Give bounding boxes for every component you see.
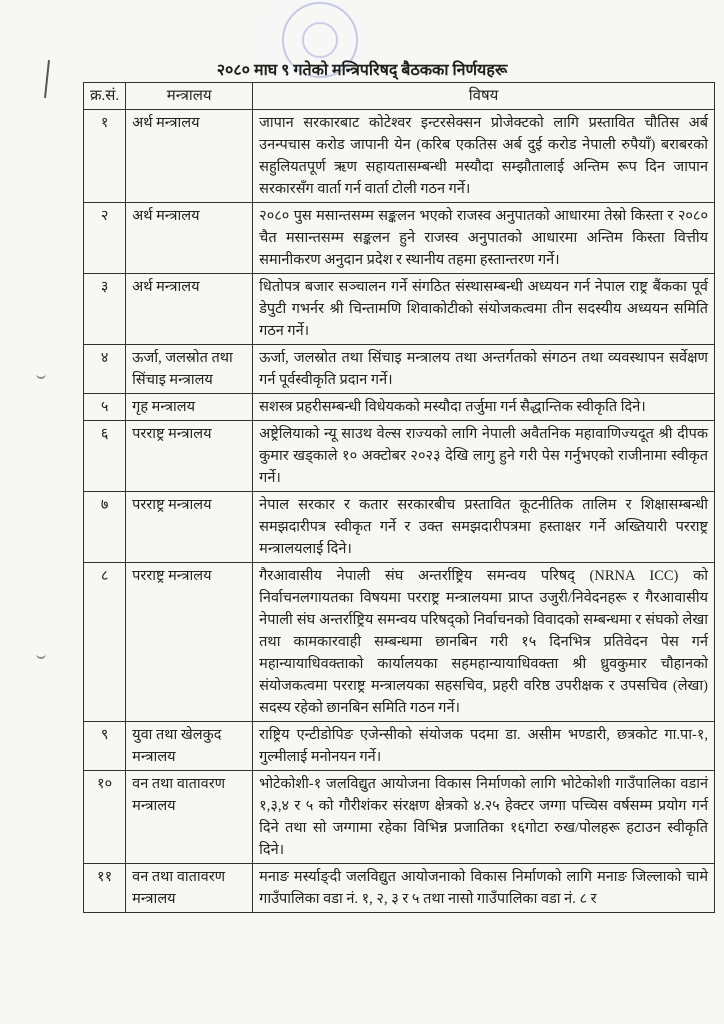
subject-cell: २०८० पुस मसान्तसम्म सङ्कलन भएको राजस्व अनुपातको आधारमा तेस्रो किस्ता र २०८० चैत मसान्तसम्म सङ्कलन हुने राजस्व अनुपातको आधारमा अन्तिम किस्ता वित्तीय समानीकरण अनुदान प्रदेश र स्थानीय तहमा हस्तान्तरण गर्ने। bbox=[253, 203, 715, 274]
punch-hole bbox=[36, 372, 46, 379]
subject-cell: राष्ट्रिय एन्टीडोपिङ एजेन्सीको संयोजक पदमा डा. असीम भण्डारी, छत्रकोट गा.पा-१, गुल्मीलाई मनोनयन गर्ने। bbox=[253, 722, 715, 771]
ministry-cell: अर्थ मन्त्रालय bbox=[126, 110, 253, 203]
subject-cell: नेपाल सरकार र कतार सरकारबीच प्रस्तावित कूटनीतिक तालिम र शिक्षासम्बन्धी समझदारीपत्र स्वीकृत गर्ने र उक्त समझदारीपत्रमा हस्ताक्षर गर्ने अख्तियारी परराष्ट्र मन्त्रालयलाई दिने। bbox=[253, 492, 715, 563]
serial-number: १० bbox=[84, 771, 126, 864]
decisions-table bbox=[83, 82, 715, 913]
serial-number: ९ bbox=[84, 722, 126, 771]
serial-number: १ bbox=[84, 110, 126, 203]
subject-cell: अष्ट्रेलियाको न्यू साउथ वेल्स राज्यको लागि नेपाली अवैतनिक महावाणिज्यदूत श्री दीपक कुमार खड्काले १० अक्टोबर २०२३ देखि लागु हुने गरी पेस गर्नुभएको राजीनामा स्वीकृत गर्ने। bbox=[253, 421, 715, 492]
table-row bbox=[84, 492, 715, 563]
table-row bbox=[84, 394, 715, 421]
serial-number: ३ bbox=[84, 274, 126, 345]
serial-number: ७ bbox=[84, 492, 126, 563]
ministry-cell: परराष्ट्र मन्त्रालय bbox=[126, 421, 253, 492]
table-row bbox=[84, 563, 715, 722]
subject-cell: गैरआवासीय नेपाली संघ अन्तर्राष्ट्रिय समन्वय परिषद् (NRNA ICC) को निर्वाचनलगायतका विषयमा परराष्ट्र मन्त्रालयमा प्राप्त उजुरी/निवेदनहरू र गैरआवासीय नेपाली संघ अन्तर्राष्ट्रिय समन्वय परिषद्को निर्वाचनको विवादको सम्बन्धमा र संघको लेखा तथा कामकारवाही सम्बन्धमा छानबिन गरी १५ दिनभित्र प्रतिवेदन पेस गर्न महान्यायाधिवक्ताको कार्यालयका सहमहान्यायाधिवक्ता श्री ध्रुवकुमार चौहानको संयोजकत्वमा परराष्ट्र मन्त्रालयका सहसचिव, प्रहरी वरिष्ठ उपरीक्षक र उपसचिव (लेखा) सदस्य रहेको छानबिन समिति गठन गर्ने। bbox=[253, 563, 715, 722]
subject-cell: भोटेकोशी-१ जलविद्युत आयोजना विकास निर्माणको लागि भोटेकोशी गाउँपालिका वडानं १,३,४ र ५ को गौरीशंकर संरक्षण क्षेत्रको ४.२५ हेक्टर जग्गा पच्चिस वर्षसम्म प्रयोग गर्न दिने तथा सो जग्गामा रहेका विभिन्न प्रजातिका १६गोटा रुख/पोलहरू हटाउन स्वीकृति दिने। bbox=[253, 771, 715, 864]
ministry-cell: युवा तथा खेलकुद मन्त्रालय bbox=[126, 722, 253, 771]
ministry-cell: वन तथा वातावरण मन्त्रालय bbox=[126, 864, 253, 913]
serial-number: ८ bbox=[84, 563, 126, 722]
table-row bbox=[84, 421, 715, 492]
punch-hole bbox=[36, 652, 46, 659]
ministry-cell: वन तथा वातावरण मन्त्रालय bbox=[126, 771, 253, 864]
serial-number: ११ bbox=[84, 864, 126, 913]
table-row bbox=[84, 722, 715, 771]
ministry-cell: परराष्ट्र मन्त्रालय bbox=[126, 492, 253, 563]
subject-cell: सशस्त्र प्रहरीसम्बन्धी विधेयकको मस्यौदा तर्जुमा गर्न सैद्धान्तिक स्वीकृति दिने। bbox=[253, 394, 715, 421]
document-title: २०८० माघ ९ गतेको मन्त्रिपरिषद् बैठकका निर्णयहरू bbox=[216, 62, 508, 79]
table-row bbox=[84, 203, 715, 274]
table-row bbox=[84, 864, 715, 913]
table-row bbox=[84, 274, 715, 345]
ministry-cell: परराष्ट्र मन्त्रालय bbox=[126, 563, 253, 722]
ministry-cell: गृह मन्त्रालय bbox=[126, 394, 253, 421]
subject-cell: ऊर्जा, जलस्रोत तथा सिंचाइ मन्त्रालय तथा अन्तर्गतको संगठन तथा व्यवस्थापन सर्वेक्षण गर्न पूर्वस्वीकृति प्रदान गर्ने। bbox=[253, 345, 715, 394]
table-row bbox=[84, 110, 715, 203]
subject-cell: जापान सरकारबाट कोटेश्वर इन्टरसेक्सन प्रोजेक्टको लागि प्रस्तावित चौतिस अर्ब उनन्पचास करोड जापानी येन (करिब एकतिस अर्ब दुई करोड नेपाली रुपैयाँ) बराबरको सहुलियतपूर्ण ऋण सहायतासम्बन्धी मस्यौदा सम्झौतालाई अन्तिम रूप दिन जापान सरकारसँग वार्ता गर्न वार्ता टोली गठन गर्ने। bbox=[253, 110, 715, 203]
header-ministry: मन्त्रालय bbox=[126, 83, 253, 110]
table-row bbox=[84, 345, 715, 394]
table-header-row bbox=[84, 83, 715, 110]
serial-number: ५ bbox=[84, 394, 126, 421]
ministry-cell: अर्थ मन्त्रालय bbox=[126, 203, 253, 274]
subject-cell: मनाङ मर्स्याङ्दी जलविद्युत आयोजनाको विकास निर्माणको लागि मनाङ जिल्लाको चामे गाउँपालिका वडा नं. १, २, ३ र ५ तथा नासो गाउँपालिका वडा नं. ८ र bbox=[253, 864, 715, 913]
table-row bbox=[84, 771, 715, 864]
subject-cell: धितोपत्र बजार सञ्चालन गर्ने संगठित संस्थासम्बन्धी अध्ययन गर्न नेपाल राष्ट्र बैंकका पूर्व डेपुटी गभर्नर श्री चिन्तामणि शिवाकोटीको संयोजकत्वमा तीन सदस्यीय अध्ययन समिति गठन गर्ने। bbox=[253, 274, 715, 345]
header-serial-number: क्र.सं. bbox=[84, 83, 126, 110]
ministry-cell: ऊर्जा, जलस्रोत तथा सिंचाइ मन्त्रालय bbox=[126, 345, 253, 394]
ministry-cell: अर्थ मन्त्रालय bbox=[126, 274, 253, 345]
header-subject: विषय bbox=[253, 83, 715, 110]
serial-number: ६ bbox=[84, 421, 126, 492]
serial-number: ४ bbox=[84, 345, 126, 394]
serial-number: २ bbox=[84, 203, 126, 274]
